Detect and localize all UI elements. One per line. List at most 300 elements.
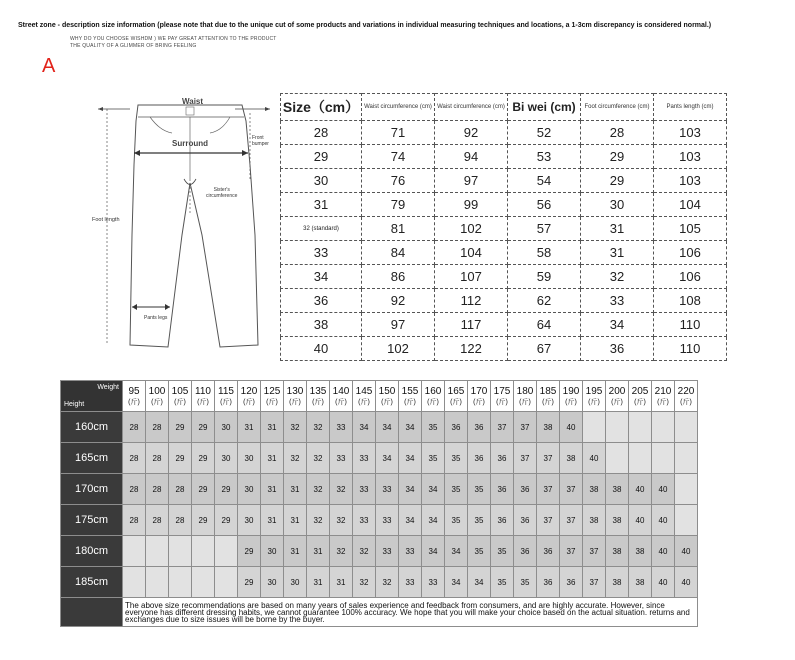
size-recommendation-cell: 37: [514, 443, 537, 474]
size-recommendation-cell: 28: [169, 505, 192, 536]
weight-column-header: [284, 381, 307, 412]
size-recommendation-cell: 28: [123, 474, 146, 505]
weight-value: 130: [286, 386, 304, 397]
weight-value: 180: [516, 386, 534, 397]
weight-column-header: [491, 381, 514, 412]
size-recommendation-cell: [583, 412, 606, 443]
size-row: [281, 169, 727, 193]
measurement-cell: 99: [435, 193, 508, 217]
height-label: 185cm: [61, 567, 123, 598]
measurement-cell: 92: [435, 121, 508, 145]
weight-value: 155: [401, 386, 419, 397]
measurement-cell: 36: [581, 337, 654, 361]
measurement-cell: 102: [362, 337, 435, 361]
size-recommendation-cell: 28: [123, 412, 146, 443]
size-recommendation-cell: 37: [537, 474, 560, 505]
size-recommendation-cell: [123, 567, 146, 598]
weight-column-header: [146, 381, 169, 412]
weight-value: 185: [539, 386, 557, 397]
height-weight-table: [60, 380, 698, 627]
height-row: [61, 443, 698, 474]
size-recommendation-cell: 40: [583, 443, 606, 474]
measurement-cell: 57: [508, 217, 581, 241]
size-recommendation-cell: 31: [238, 412, 261, 443]
size-recommendation-cell: 34: [399, 443, 422, 474]
front-bumper-label: Front bumper: [252, 135, 269, 147]
weight-unit: (斤): [611, 399, 623, 406]
pants-length-header: Pants length (cm): [654, 94, 727, 121]
size-recommendation-cell: 31: [284, 505, 307, 536]
measurement-cell: 86: [362, 265, 435, 289]
size-recommendation-cell: 35: [468, 536, 491, 567]
size-recommendation-cell: [215, 536, 238, 567]
size-measurement-table: [280, 93, 727, 361]
measurement-cell: 110: [654, 337, 727, 361]
weight-unit: (斤): [542, 399, 554, 406]
size-recommendation-cell: [192, 567, 215, 598]
size-recommendation-cell: 30: [261, 536, 284, 567]
size-recommendation-cell: 36: [468, 412, 491, 443]
waist-label: Waist: [182, 97, 204, 106]
weight-column-header: [629, 381, 652, 412]
size-recommendation-cell: 32: [330, 505, 353, 536]
size-recommendation-cell: [606, 443, 629, 474]
weight-value: 220: [677, 386, 695, 397]
weight-column-header: [606, 381, 629, 412]
weight-column-header: [468, 381, 491, 412]
size-recommendation-cell: [652, 412, 675, 443]
size-recommendation-cell: 38: [606, 536, 629, 567]
size-recommendation-cell: 31: [284, 474, 307, 505]
foot-length-label: Foot length: [92, 217, 120, 223]
weight-header-row: [61, 381, 698, 412]
size-recommendation-cell: 31: [330, 567, 353, 598]
size-row: [281, 145, 727, 169]
weight-value: 120: [240, 386, 258, 397]
size-recommendation-cell: 37: [537, 505, 560, 536]
size-recommendation-cell: 29: [192, 443, 215, 474]
size-row: [281, 121, 727, 145]
size-recommendation-cell: 30: [238, 505, 261, 536]
size-recommendation-cell: 35: [468, 505, 491, 536]
size-recommendation-cell: 32: [307, 505, 330, 536]
measurement-cell: 54: [508, 169, 581, 193]
weight-unit: (斤): [565, 399, 577, 406]
measurement-cell: 104: [654, 193, 727, 217]
size-recommendation-cell: 35: [445, 474, 468, 505]
size-recommendation-cell: 32: [376, 567, 399, 598]
weight-unit: (斤): [266, 399, 278, 406]
size-recommendation-cell: [652, 443, 675, 474]
measurement-cell: 103: [654, 145, 727, 169]
size-recommendation-cell: 33: [330, 443, 353, 474]
weight-column-header: [422, 381, 445, 412]
height-row: [61, 412, 698, 443]
weight-unit: (斤): [588, 399, 600, 406]
weight-value: 190: [562, 386, 580, 397]
size-table-header-row: [281, 94, 727, 121]
weight-unit: (斤): [680, 399, 692, 406]
weight-value: 160: [424, 386, 442, 397]
weight-unit: (斤): [197, 399, 209, 406]
size-recommendation-cell: 35: [514, 567, 537, 598]
size-recommendation-cell: [629, 412, 652, 443]
size-recommendation-cell: 37: [583, 567, 606, 598]
size-cell: 34: [281, 265, 362, 289]
weight-column-header: [192, 381, 215, 412]
size-recommendation-cell: [606, 412, 629, 443]
size-recommendation-cell: 32: [307, 443, 330, 474]
size-recommendation-cell: 40: [652, 536, 675, 567]
size-recommendation-cell: 36: [468, 443, 491, 474]
size-recommendation-cell: 37: [583, 536, 606, 567]
measurement-cell: 106: [654, 241, 727, 265]
size-recommendation-cell: 37: [514, 412, 537, 443]
size-recommendation-cell: 36: [560, 567, 583, 598]
size-recommendation-cell: 37: [560, 536, 583, 567]
weight-unit: (斤): [634, 399, 646, 406]
size-recommendation-cell: 33: [376, 474, 399, 505]
weight-value: 115: [218, 386, 234, 397]
weight-column-header: [514, 381, 537, 412]
weight-unit: (斤): [128, 399, 140, 406]
measurement-cell: 102: [435, 217, 508, 241]
size-recommendation-cell: 29: [192, 474, 215, 505]
size-recommendation-cell: 32: [284, 412, 307, 443]
size-recommendation-cell: 38: [583, 474, 606, 505]
surround-label: Surround: [172, 139, 208, 148]
size-recommendation-cell: 31: [307, 567, 330, 598]
measurement-cell: 56: [508, 193, 581, 217]
size-recommendation-cell: 28: [146, 505, 169, 536]
size-recommendation-cell: 38: [629, 536, 652, 567]
weight-axis-label: Weight: [97, 384, 119, 391]
weight-unit: (斤): [404, 399, 416, 406]
measurement-cell: 92: [362, 289, 435, 313]
weight-unit: (斤): [312, 399, 324, 406]
weight-value: 175: [493, 386, 511, 397]
size-recommendation-cell: 30: [238, 443, 261, 474]
size-row: [281, 313, 727, 337]
measurement-cell: 107: [435, 265, 508, 289]
weight-unit: (斤): [335, 399, 347, 406]
weight-unit: (斤): [657, 399, 669, 406]
size-recommendation-cell: 32: [307, 412, 330, 443]
height-axis-label: Height: [64, 401, 85, 408]
size-recommendation-cell: 30: [215, 443, 238, 474]
size-recommendation-cell: 35: [422, 443, 445, 474]
measurement-cell: 31: [581, 241, 654, 265]
size-recommendation-cell: 33: [399, 536, 422, 567]
size-recommendation-cell: [146, 567, 169, 598]
size-recommendation-cell: 31: [261, 474, 284, 505]
size-recommendation-cell: 33: [376, 536, 399, 567]
weight-column-header: [123, 381, 146, 412]
size-recommendation-cell: 36: [491, 505, 514, 536]
size-recommendation-cell: 33: [376, 505, 399, 536]
size-cell: 38: [281, 313, 362, 337]
measurement-cell: 29: [581, 145, 654, 169]
size-recommendation-cell: 33: [422, 567, 445, 598]
height-label: 170cm: [61, 474, 123, 505]
size-recommendation-cell: 34: [445, 567, 468, 598]
size-recommendation-cell: 33: [353, 474, 376, 505]
measurement-cell: 53: [508, 145, 581, 169]
measurement-cell: 58: [508, 241, 581, 265]
size-recommendation-cell: 37: [560, 474, 583, 505]
weight-column-header: [537, 381, 560, 412]
size-recommendation-cell: 31: [307, 536, 330, 567]
size-recommendation-cell: 35: [468, 474, 491, 505]
size-recommendation-cell: 34: [376, 412, 399, 443]
measurement-cell: 84: [362, 241, 435, 265]
size-cell: 40: [281, 337, 362, 361]
size-recommendation-cell: 38: [560, 443, 583, 474]
weight-unit: (斤): [450, 399, 462, 406]
weight-value: 205: [631, 386, 649, 397]
size-cell: 29: [281, 145, 362, 169]
measurement-cell: 122: [435, 337, 508, 361]
size-recommendation-cell: 40: [560, 412, 583, 443]
measurement-cell: 34: [581, 313, 654, 337]
size-recommendation-cell: 35: [491, 536, 514, 567]
size-recommendation-cell: 36: [445, 412, 468, 443]
size-row: [281, 289, 727, 313]
weight-column-header: [399, 381, 422, 412]
size-recommendation-cell: 30: [238, 474, 261, 505]
size-recommendation-cell: 28: [169, 474, 192, 505]
size-recommendation-cell: 34: [376, 443, 399, 474]
measurement-cell: 94: [435, 145, 508, 169]
weight-column-header: [675, 381, 698, 412]
slogan-line-2: THE QUALITY OF A GLIMMER OF BRING FEELING: [70, 43, 197, 49]
pants-measurement-diagram: [90, 95, 280, 360]
pants-legs-label: Pants legs: [144, 315, 168, 321]
measurement-cell: 64: [508, 313, 581, 337]
size-recommendation-cell: 40: [652, 505, 675, 536]
size-recommendation-cell: 32: [284, 443, 307, 474]
size-recommendation-cell: 36: [537, 536, 560, 567]
weight-column-header: [583, 381, 606, 412]
size-recommendation-cell: [675, 443, 698, 474]
size-recommendation-cell: 38: [583, 505, 606, 536]
measurement-cell: 104: [435, 241, 508, 265]
weight-column-header: [307, 381, 330, 412]
weight-value: 145: [355, 386, 373, 397]
weight-value: 150: [378, 386, 396, 397]
weight-column-header: [560, 381, 583, 412]
size-recommendation-cell: 33: [353, 505, 376, 536]
size-recommendation-cell: 40: [675, 567, 698, 598]
weight-column-header: [445, 381, 468, 412]
size-recommendation-cell: 35: [422, 412, 445, 443]
size-recommendation-cell: 40: [629, 474, 652, 505]
height-row: [61, 505, 698, 536]
size-recommendation-cell: 28: [123, 505, 146, 536]
weight-column-header: [238, 381, 261, 412]
size-recommendation-cell: 33: [330, 412, 353, 443]
size-recommendation-cell: [169, 567, 192, 598]
size-recommendation-cell: 35: [445, 505, 468, 536]
size-recommendation-cell: 36: [537, 567, 560, 598]
weight-value: 95: [128, 386, 140, 397]
size-recommendation-cell: 32: [330, 474, 353, 505]
size-recommendation-cell: 36: [514, 505, 537, 536]
size-recommendation-cell: 32: [353, 536, 376, 567]
size-recommendation-cell: 34: [399, 412, 422, 443]
size-cell: 30: [281, 169, 362, 193]
weight-column-header: [215, 381, 238, 412]
height-label: 180cm: [61, 536, 123, 567]
size-recommendation-cell: 34: [445, 536, 468, 567]
size-recommendation-cell: [146, 536, 169, 567]
size-recommendation-cell: 38: [606, 567, 629, 598]
size-recommendation-cell: [192, 536, 215, 567]
size-recommendation-cell: 36: [514, 536, 537, 567]
size-recommendation-cell: [169, 536, 192, 567]
weight-column-header: [376, 381, 399, 412]
weight-unit: (斤): [358, 399, 370, 406]
measurement-cell: 31: [581, 217, 654, 241]
measurement-cell: 97: [435, 169, 508, 193]
foot-circumference-header: Foot circumference (cm): [581, 94, 654, 121]
size-recommendation-cell: 40: [652, 567, 675, 598]
size-info-title: Street zone - description size information (please note that due to the unique cut of some products and variations in individual measuring techniques and locations, a 1-3cm discrepancy is considered normal.): [18, 22, 712, 29]
size-row: [281, 241, 727, 265]
measurement-cell: 71: [362, 121, 435, 145]
size-recommendation-cell: 28: [123, 443, 146, 474]
height-label: 165cm: [61, 443, 123, 474]
weight-unit: (斤): [519, 399, 531, 406]
measurement-cell: 106: [654, 265, 727, 289]
measurement-cell: 32: [581, 265, 654, 289]
measurement-cell: 62: [508, 289, 581, 313]
measurement-cell: 110: [654, 313, 727, 337]
weight-value: 135: [309, 386, 327, 397]
size-recommendation-cell: 34: [399, 474, 422, 505]
size-recommendation-cell: 34: [399, 505, 422, 536]
measurement-cell: 28: [581, 121, 654, 145]
weight-value: 140: [332, 386, 350, 397]
size-recommendation-cell: 36: [491, 443, 514, 474]
size-recommendation-cell: 36: [514, 474, 537, 505]
size-recommendation-cell: 34: [468, 567, 491, 598]
size-recommendation-cell: 28: [146, 412, 169, 443]
height-label: 175cm: [61, 505, 123, 536]
weight-value: 110: [195, 386, 211, 397]
size-recommendation-cell: 38: [537, 412, 560, 443]
size-recommendation-cell: 38: [606, 505, 629, 536]
measurement-cell: 52: [508, 121, 581, 145]
weight-value: 170: [470, 386, 488, 397]
size-recommendation-cell: 40: [652, 474, 675, 505]
size-recommendation-cell: [675, 412, 698, 443]
weight-column-header: [353, 381, 376, 412]
measurement-cell: 103: [654, 121, 727, 145]
size-recommendation-cell: 30: [215, 412, 238, 443]
size-recommendation-cell: 32: [353, 567, 376, 598]
measurement-cell: 108: [654, 289, 727, 313]
size-recommendation-cell: 29: [192, 505, 215, 536]
size-recommendation-cell: 30: [261, 567, 284, 598]
size-recommendation-cell: 28: [146, 443, 169, 474]
footnote-row: [61, 598, 698, 627]
size-recommendation-cell: [123, 536, 146, 567]
waist-header: Waist circumference (cm): [362, 94, 435, 121]
size-recommendation-cell: 37: [537, 443, 560, 474]
measurement-cell: 97: [362, 313, 435, 337]
measurement-cell: 30: [581, 193, 654, 217]
weight-value: 165: [447, 386, 465, 397]
measurement-cell: 103: [654, 169, 727, 193]
size-row: [281, 193, 727, 217]
measurement-cell: 59: [508, 265, 581, 289]
measurement-cell: 29: [581, 169, 654, 193]
slogan-line-1: WHY DO YOU CHOOSE WISHDM ) WE PAY GREAT ATTENTION TO THE PRODUCT: [70, 36, 277, 42]
size-recommendation-cell: 34: [353, 412, 376, 443]
size-recommendation-cell: 31: [261, 505, 284, 536]
size-cell: 28: [281, 121, 362, 145]
hip-header: Waist circumference (cm): [435, 94, 508, 121]
measurement-cell: 117: [435, 313, 508, 337]
weight-height-corner: [61, 381, 123, 412]
size-cell: 36: [281, 289, 362, 313]
measurement-cell: 79: [362, 193, 435, 217]
size-recommendation-cell: 33: [353, 443, 376, 474]
height-row: [61, 536, 698, 567]
size-recommendation-cell: [629, 443, 652, 474]
measurement-cell: 67: [508, 337, 581, 361]
size-recommendation-cell: 37: [491, 412, 514, 443]
variant-label: A: [42, 55, 56, 77]
footnote-spacer: [61, 598, 123, 627]
height-label: 160cm: [61, 412, 123, 443]
size-disclaimer: The above size recommendations are based on many years of sales experience and feedback from consumers, and are highly accurate. However, since everyone has different dressing habits, we cannot guarantee 100% accuracy. We hope that you will make your choice based on the actual situation. returns and exchanges due to size issues will be borne by the buyer.: [123, 598, 698, 627]
size-recommendation-cell: 34: [422, 505, 445, 536]
size-recommendation-cell: 34: [422, 474, 445, 505]
measurement-cell: 112: [435, 289, 508, 313]
size-recommendation-cell: 38: [606, 474, 629, 505]
height-weight-chart: [60, 380, 698, 627]
measurement-cell: 105: [654, 217, 727, 241]
size-cell: 33: [281, 241, 362, 265]
weight-unit: (斤): [381, 399, 393, 406]
size-row: [281, 217, 727, 241]
height-row: [61, 474, 698, 505]
thigh-header: Bi wei (cm): [508, 94, 581, 121]
size-recommendation-cell: 30: [284, 567, 307, 598]
size-recommendation-cell: 31: [261, 412, 284, 443]
size-recommendation-cell: [675, 474, 698, 505]
weight-value: 195: [585, 386, 603, 397]
size-recommendation-cell: 29: [192, 412, 215, 443]
weight-unit: (斤): [289, 399, 301, 406]
size-recommendation-cell: [215, 567, 238, 598]
measurement-cell: 33: [581, 289, 654, 313]
weight-unit: (斤): [496, 399, 508, 406]
size-row: [281, 337, 727, 361]
size-recommendation-cell: 31: [261, 443, 284, 474]
size-recommendation-cell: 32: [307, 474, 330, 505]
size-recommendation-cell: 29: [238, 536, 261, 567]
weight-column-header: [652, 381, 675, 412]
size-recommendation-cell: 29: [169, 443, 192, 474]
measurement-cell: 81: [362, 217, 435, 241]
size-recommendation-cell: 29: [215, 474, 238, 505]
size-recommendation-cell: 29: [169, 412, 192, 443]
weight-unit: (斤): [220, 399, 232, 406]
size-recommendation-cell: 40: [629, 505, 652, 536]
